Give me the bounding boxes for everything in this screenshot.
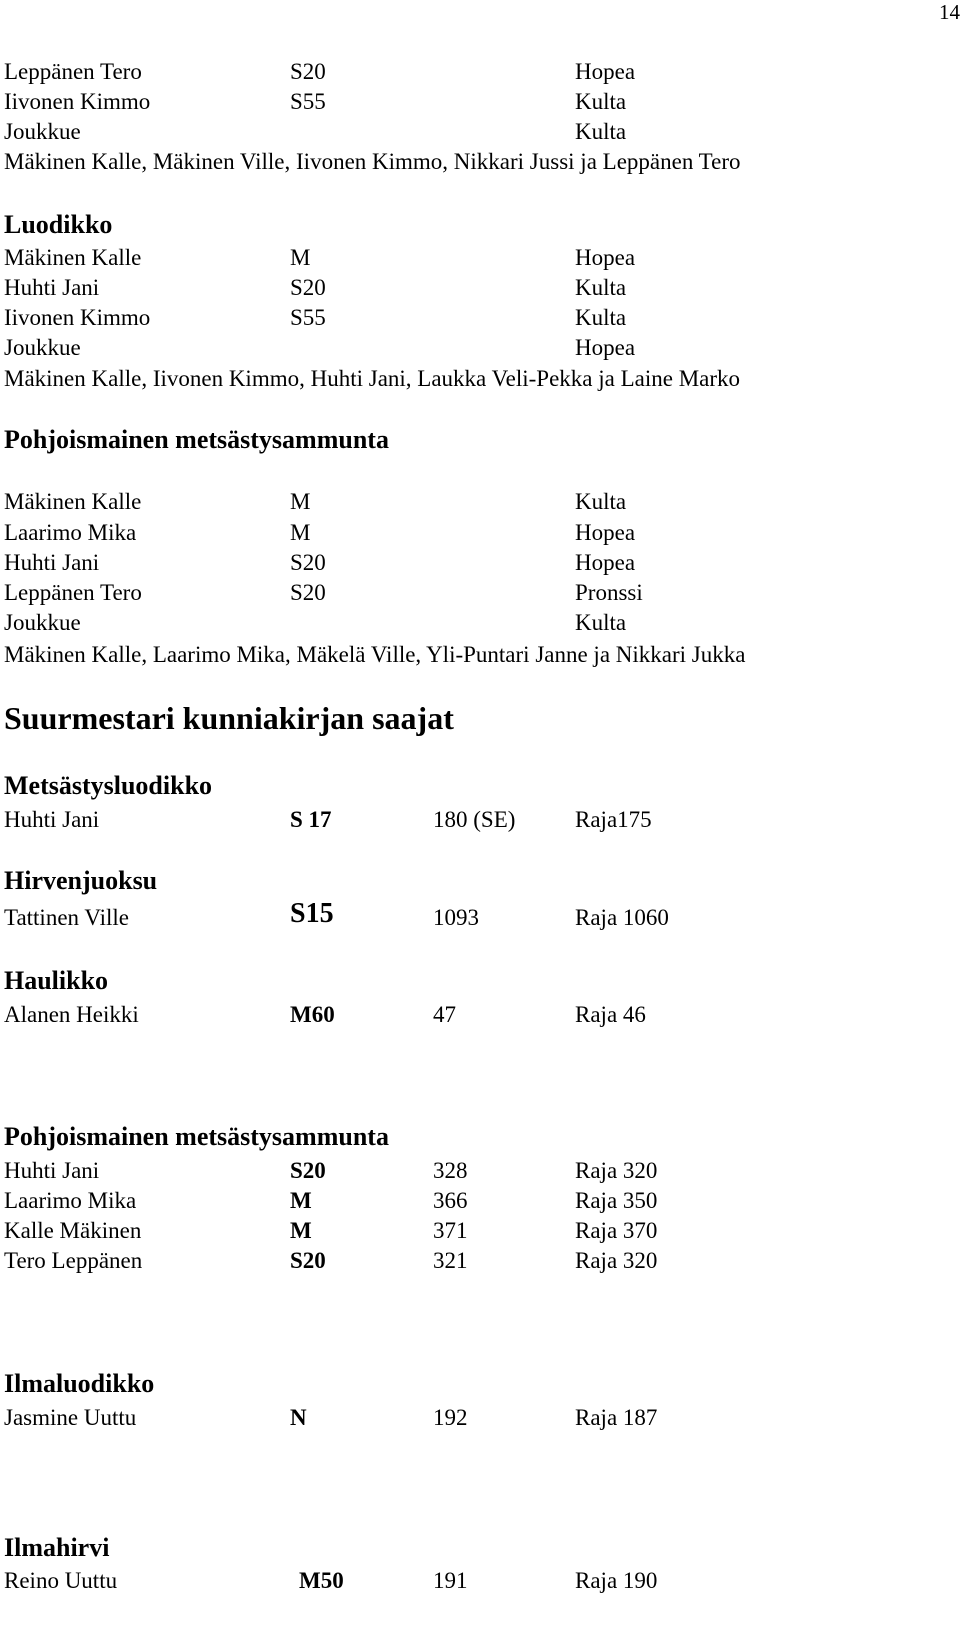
athlete-name: Tattinen Ville <box>4 905 129 930</box>
class-label: S20 <box>290 1158 326 1183</box>
athlete-name: Iivonen Kimmo <box>4 305 151 330</box>
athlete-name: Joukkue <box>4 610 81 635</box>
class-label: S15 <box>290 898 334 929</box>
athlete-name: Kalle Mäkinen <box>4 1218 142 1243</box>
class-label: S20 <box>290 1248 326 1273</box>
section-heading-pohjoismainen-2: Pohjoismainen metsästysammunta <box>4 1122 389 1151</box>
score: 328 <box>433 1158 468 1183</box>
limit: Raja 190 <box>575 1568 658 1593</box>
class-label: S55 <box>290 305 326 330</box>
class-label: M50 <box>299 1568 344 1593</box>
limit: Raja 370 <box>575 1218 658 1243</box>
team-members: Mäkinen Kalle, Laarimo Mika, Mäkelä Ville, Yli-Puntari Janne ja Nikkari Jukka <box>4 642 746 667</box>
class-label: S20 <box>290 580 326 605</box>
athlete-name: Mäkinen Kalle <box>4 245 142 270</box>
score: 180 (SE) <box>433 807 516 832</box>
athlete-name: Alanen Heikki <box>4 1002 139 1027</box>
section-heading-ilmaluodikko: Ilmaluodikko <box>4 1369 155 1398</box>
medal: Kulta <box>575 119 627 144</box>
medal: Kulta <box>575 305 627 330</box>
class-label: S 17 <box>290 807 332 832</box>
athlete-name: Huhti Jani <box>4 550 100 575</box>
athlete-name: Joukkue <box>4 119 81 144</box>
athlete-name: Iivonen Kimmo <box>4 89 151 114</box>
section-heading-luodikko: Luodikko <box>4 210 113 239</box>
limit: Raja 46 <box>575 1002 646 1027</box>
class-label: M <box>290 245 311 270</box>
athlete-name: Huhti Jani <box>4 1158 100 1183</box>
class-label: M <box>290 520 311 545</box>
score: 1093 <box>433 905 479 930</box>
medal: Hopea <box>575 59 636 84</box>
class-label: S55 <box>290 89 326 114</box>
limit: Raja 187 <box>575 1405 658 1430</box>
medal: Kulta <box>575 89 627 114</box>
athlete-name: Mäkinen Kalle <box>4 489 142 514</box>
class-label: M <box>290 489 311 514</box>
section-heading-ilmahirvi: Ilmahirvi <box>4 1533 110 1562</box>
limit: Raja 320 <box>575 1248 658 1273</box>
class-label: M <box>290 1218 312 1243</box>
class-label: N <box>290 1405 307 1430</box>
main-heading: Suurmestari kunniakirjan saajat <box>4 700 454 736</box>
athlete-name: Laarimo Mika <box>4 1188 137 1213</box>
team-members: Mäkinen Kalle, Iivonen Kimmo, Huhti Jani, Laukka Veli-Pekka ja Laine Marko <box>4 366 741 391</box>
athlete-name: Huhti Jani <box>4 807 100 832</box>
limit: Raja 320 <box>575 1158 658 1183</box>
class-label: S20 <box>290 550 326 575</box>
section-heading-metsastysluodikko: Metsästysluodikko <box>4 771 213 800</box>
medal: Kulta <box>575 489 627 514</box>
athlete-name: Leppänen Tero <box>4 580 142 605</box>
athlete-name: Leppänen Tero <box>4 59 142 84</box>
athlete-name: Laarimo Mika <box>4 520 137 545</box>
athlete-name: Huhti Jani <box>4 275 100 300</box>
athlete-name: Jasmine Uuttu <box>4 1405 137 1430</box>
class-label: M60 <box>290 1002 335 1027</box>
medal: Pronssi <box>575 580 643 605</box>
class-label: S20 <box>290 275 326 300</box>
medal: Hopea <box>575 550 636 575</box>
score: 191 <box>433 1568 468 1593</box>
page-number: 14 <box>939 0 960 24</box>
class-label: S20 <box>290 59 326 84</box>
score: 321 <box>433 1248 468 1273</box>
section-heading-hirvenjuoksu: Hirvenjuoksu <box>4 866 158 895</box>
athlete-name: Joukkue <box>4 335 81 360</box>
class-label: M <box>290 1188 312 1213</box>
medal: Hopea <box>575 520 636 545</box>
score: 192 <box>433 1405 468 1430</box>
medal: Hopea <box>575 245 636 270</box>
section-heading-pohjoismainen: Pohjoismainen metsästysammunta <box>4 425 389 454</box>
athlete-name: Reino Uuttu <box>4 1568 118 1593</box>
limit: Raja 350 <box>575 1188 658 1213</box>
team-members: Mäkinen Kalle, Mäkinen Ville, Iivonen Kimmo, Nikkari Jussi ja Leppänen Tero <box>4 149 741 174</box>
limit: Raja 1060 <box>575 905 669 930</box>
medal: Kulta <box>575 610 627 635</box>
section-heading-haulikko: Haulikko <box>4 966 109 995</box>
medal: Hopea <box>575 335 636 360</box>
limit: Raja175 <box>575 807 652 832</box>
score: 366 <box>433 1188 468 1213</box>
medal: Kulta <box>575 275 627 300</box>
score: 47 <box>433 1002 456 1027</box>
athlete-name: Tero Leppänen <box>4 1248 143 1273</box>
score: 371 <box>433 1218 468 1243</box>
